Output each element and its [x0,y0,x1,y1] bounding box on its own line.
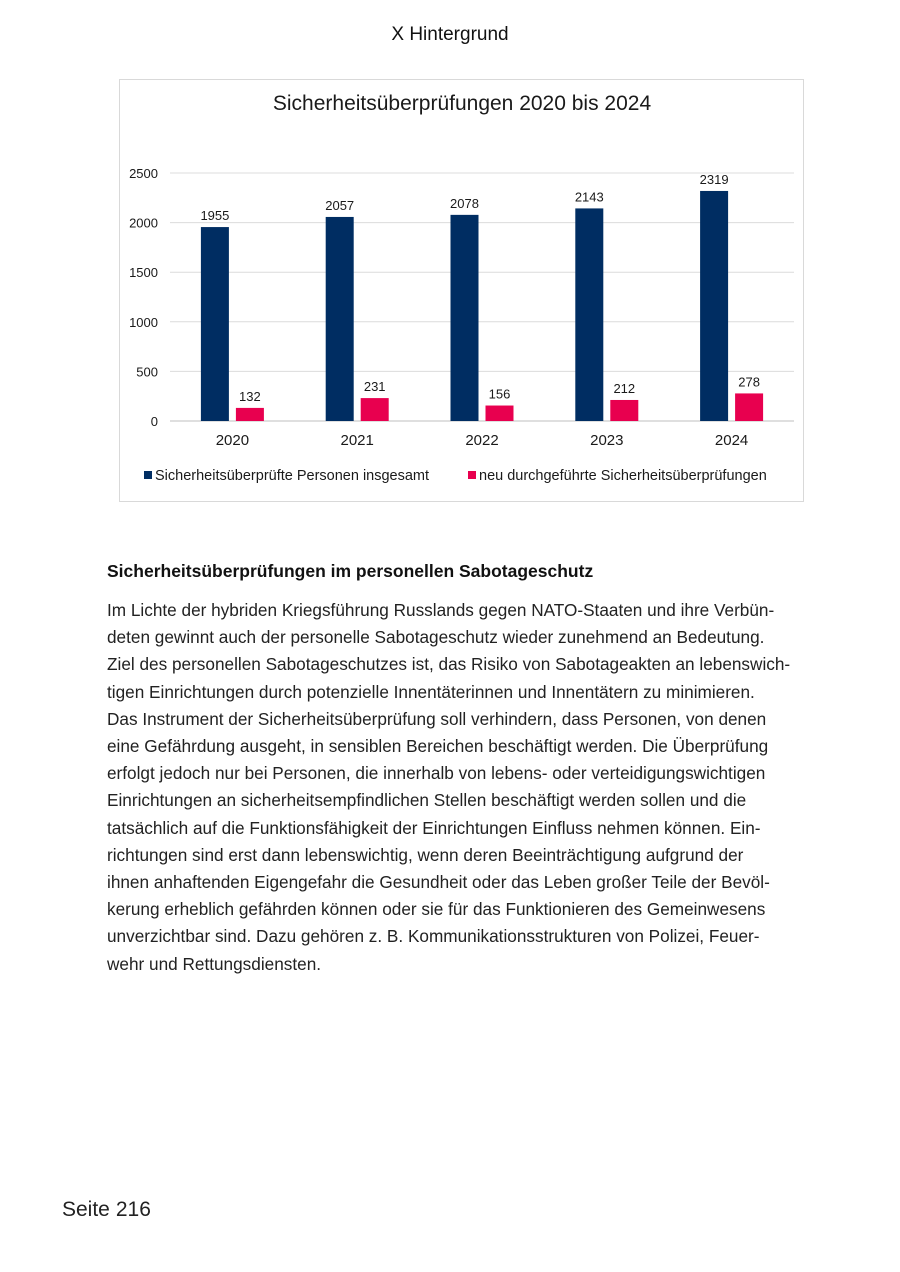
page-number [62,1198,151,1222]
paragraph-line: ihnen anhaftenden Eigengefahr die Gesundheit oder das Leben großer Teile der Bevöl- [107,872,770,893]
y-tick-label: 1000 [129,314,158,330]
bar-new-2022 [486,406,514,421]
bar-total-2020 [201,227,229,421]
x-tick-label: 2024 [714,432,749,449]
paragraph-line: Im Lichte der hybriden Kriegsführung Russlands gegen NATO-Staaten und ihre Verbün- [107,600,775,620]
data-label: 2078 [450,195,479,211]
chart-legend [144,468,767,484]
legend-swatch [144,471,152,479]
data-label: 2319 [699,171,729,187]
paragraph-line: wehr und Rettungsdiensten. [107,953,322,974]
x-tick-label: 2021 [340,432,374,449]
bar-new-2023 [610,400,638,421]
paragraph-line: tigen Einrichtungen durch potenzielle Innentäterinnen und Innentätern zu minimieren. [107,681,755,702]
chart-canvas [120,80,805,503]
y-tick-label: 2000 [129,215,158,231]
bar-total-2022 [451,215,479,421]
chart-data-labels [200,172,760,404]
running-header-title: X Hintergrund [391,24,509,45]
chart-bars [201,191,763,421]
chart-title: Sicherheitsüberprüfungen 2020 bis 2024 [272,92,652,115]
legend-swatch [468,471,476,479]
page-number-value: 216 [115,1198,151,1221]
bar-total-2021 [326,217,354,421]
y-tick-label: 2500 [129,166,158,181]
data-label: 132 [239,388,261,404]
paragraph-line: erfolgt jedoch nur bei Personen, die innerhalb von lebens- oder verteidigungswichtigen [107,763,766,784]
data-label: 2143 [574,189,604,205]
x-tick-label: 2023 [590,432,624,449]
paragraph-line: tatsächlich auf die Funktionsfähigkeit der Einrichtungen Einfluss nehmen können. Ein- [107,817,761,838]
paragraph-line: eine Gefährdung ausgeht, in sensiblen Bereichen beschäftigt werden. Die Überprüfung [107,736,769,757]
bar-total-2024 [700,191,728,421]
data-label: 231 [363,379,386,395]
bar-new-2024 [735,393,763,421]
x-tick-label: 2022 [465,432,499,449]
paragraph-line: deten gewinnt auch der personelle Sabotageschutz wieder zunehmend an Bedeutung. [107,627,765,648]
x-tick-label: 2020 [215,432,250,449]
paragraph-line: kerung erheblich gefährden können oder sie für das Funktionieren des Gemeinwesens [107,899,766,920]
paragraph-line: unverzichtbar sind. Dazu gehören z. B. Kommunikationsstrukturen von Polizei, Feuer- [107,926,760,947]
page-number-label: Seite [62,1198,110,1221]
legend-label: neu durchgeführte Sicherheitsüberprüfungen [479,468,767,484]
data-label: 212 [613,380,636,396]
bar-new-2021 [361,398,389,421]
chart-y-axis [129,166,158,429]
paragraph-line: Das Instrument der Sicherheitsüberprüfung soll verhindern, dass Personen, von denen [107,708,767,729]
paragraph-line: Ziel des personellen Sabotageschutzes ist, das Risiko von Sabotageakten an lebenswich- [107,654,791,675]
data-label: 278 [738,374,760,390]
section-heading: Sicherheitsüberprüfungen im personellen Sabotageschutz [107,561,594,581]
y-tick-label: 0 [150,414,158,429]
bar-chart [119,79,804,502]
y-tick-label: 500 [136,364,158,380]
bar-new-2020 [236,408,264,421]
paragraph-line: richtungen sind erst dann lebenswichtig, wenn deren Beeinträchtigung aufgrund der [107,844,744,865]
paragraph-line: Einrichtungen an sicherheitsempfindlichen Stellen beschäftigt werden sollen und die [107,790,747,811]
data-label: 2057 [325,197,355,213]
legend-label: Sicherheitsüberprüfte Personen insgesamt [155,468,430,484]
bar-total-2023 [575,208,603,421]
chart-x-axis [216,432,749,449]
body-paragraph [107,597,835,978]
data-label: 156 [488,386,511,402]
data-label: 1955 [200,208,230,224]
y-tick-label: 1500 [129,265,158,281]
